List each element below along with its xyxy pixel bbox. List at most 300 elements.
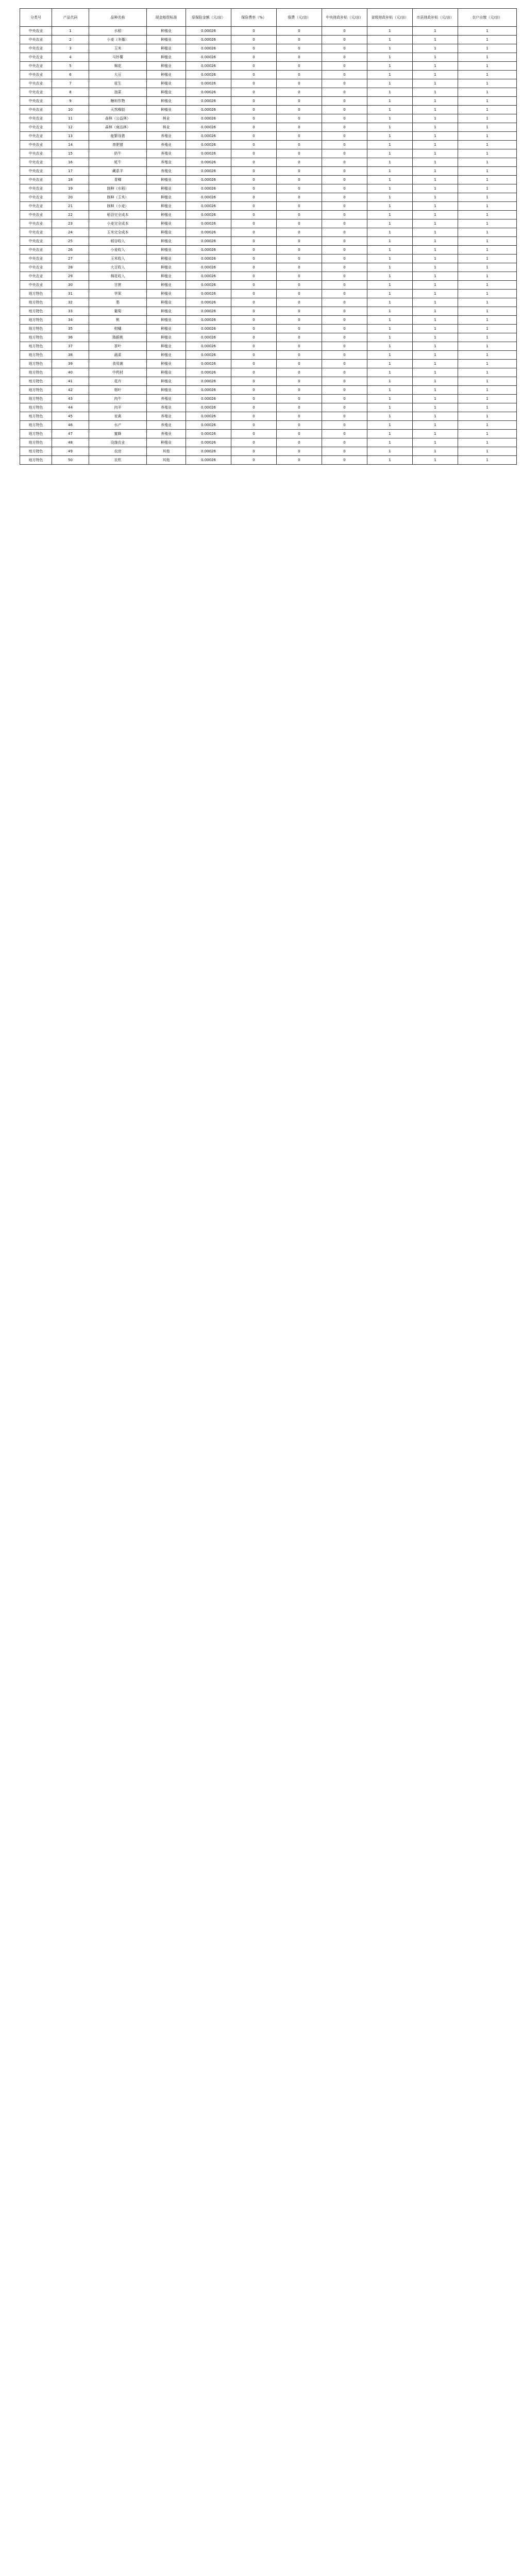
table-cell: 猕猴桃 [89,333,147,342]
table-cell: 种植业 [147,438,186,447]
table-cell: 1 [413,114,458,123]
table-cell: 22 [52,211,89,219]
table-cell: 0 [231,123,277,132]
table-cell: 0 [277,202,322,211]
table-cell: 0 [231,53,277,62]
table-cell: 1 [367,219,413,228]
table-cell: 0 [231,360,277,368]
table-cell: 中央农业 [20,114,52,123]
table-cell: 1 [458,430,517,438]
table-cell: 1 [413,149,458,158]
table-cell: 0 [322,255,367,263]
column-header: 原保险金额（元/亩） [186,9,231,27]
table-cell: 0 [277,290,322,298]
table-cell: 0 [277,386,322,395]
table-cell: 0 [277,395,322,403]
table-cell: 1 [458,351,517,360]
table-cell: 1 [458,219,517,228]
table-cell: 中央农业 [20,106,52,114]
table-cell: 地方特色 [20,403,52,412]
table-cell: 1 [367,412,413,421]
table-cell: 0 [231,281,277,290]
table-row [20,71,517,79]
table-cell: 0.00026 [186,421,231,430]
table-cell: 中央农业 [20,272,52,281]
table-cell: 0.00026 [186,123,231,132]
table-cell: 1 [458,158,517,167]
table-row [20,263,517,272]
table-cell: 1 [367,333,413,342]
table-cell: 0 [277,368,322,377]
table-cell: 18 [52,176,89,184]
table-cell: 14 [52,141,89,149]
table-cell: 0.00026 [186,281,231,290]
table-cell: 1 [367,176,413,184]
table-row [20,307,517,316]
table-cell: 0 [277,342,322,351]
table-cell: 0 [322,141,367,149]
table-cell: 种植业 [147,79,186,88]
table-cell: 0.00026 [186,202,231,211]
table-cell: 1 [413,211,458,219]
table-cell: 0 [322,106,367,114]
table-cell: 0.00026 [186,132,231,141]
table-cell: 0 [277,351,322,360]
table-cell: 糖料作物 [89,97,147,106]
table-cell: 1 [367,79,413,88]
table-cell: 0.00026 [186,412,231,421]
table-cell: 0 [322,158,367,167]
table-cell: 0.00026 [186,228,231,237]
table-cell: 1 [458,255,517,263]
table-cell: 1 [458,412,517,421]
table-cell: 1 [413,307,458,316]
table-cell: 1 [458,246,517,255]
table-cell: 种植业 [147,246,186,255]
table-cell: 0 [322,184,367,193]
table-cell: 1 [458,141,517,149]
table-row [20,97,517,106]
table-cell: 1 [413,281,458,290]
table-cell: 26 [52,246,89,255]
table-cell: 家禽 [89,412,147,421]
table-cell: 1 [458,44,517,53]
table-cell: 制种（小麦） [89,202,147,211]
table-cell: 9 [52,97,89,106]
table-row [20,316,517,325]
table-cell: 种植业 [147,228,186,237]
table-cell: 3 [52,44,89,53]
table-row [20,237,517,246]
table-cell: 地方特色 [20,430,52,438]
table-cell: 0 [322,403,367,412]
table-cell: 0 [322,228,367,237]
table-cell: 1 [458,281,517,290]
table-cell: 0 [277,167,322,176]
table-cell: 1 [413,360,458,368]
table-cell: 1 [367,211,413,219]
table-row [20,281,517,290]
table-cell: 1 [458,167,517,176]
table-row [20,403,517,412]
table-cell: 1 [413,246,458,255]
table-cell: 0 [322,298,367,307]
table-cell: 1 [367,246,413,255]
table-cell: 1 [458,325,517,333]
table-cell: 1 [367,255,413,263]
table-cell: 41 [52,377,89,386]
table-cell: 0 [231,44,277,53]
table-cell: 0 [322,211,367,219]
table-cell: 0.00026 [186,246,231,255]
table-cell: 28 [52,263,89,272]
table-cell: 11 [52,114,89,123]
insurance-table [20,8,517,465]
table-cell: 小麦（冬播） [89,36,147,44]
table-cell: 1 [413,62,458,71]
table-row [20,53,517,62]
table-cell: 0.00026 [186,351,231,360]
table-row [20,246,517,255]
table-cell: 0.00026 [186,53,231,62]
table-cell: 种植业 [147,368,186,377]
table-cell: 0 [231,149,277,158]
table-cell: 地方特色 [20,298,52,307]
table-cell: 0.00026 [186,333,231,342]
table-cell: 1 [367,456,413,465]
table-row [20,430,517,438]
table-cell: 0 [231,298,277,307]
table-cell: 中央农业 [20,132,52,141]
table-cell: 养殖业 [147,403,186,412]
table-cell: 27 [52,255,89,263]
table-cell: 1 [367,228,413,237]
table-cell: 44 [52,403,89,412]
table-cell: 1 [413,237,458,246]
table-cell: 桃 [89,316,147,325]
table-cell: 1 [413,79,458,88]
table-cell: 0 [277,412,322,421]
table-cell: 0 [322,412,367,421]
table-row [20,386,517,395]
table-cell: 中央农业 [20,246,52,255]
table-cell: 0 [277,298,322,307]
table-cell: 1 [413,106,458,114]
table-cell: 0 [231,438,277,447]
table-cell: 1 [367,149,413,158]
table-cell: 21 [52,202,89,211]
column-header: 保险费率（%） [231,9,277,27]
table-row [20,412,517,421]
table-cell: 0 [231,88,277,97]
table-cell: 0 [322,149,367,158]
table-cell: 0 [231,403,277,412]
table-cell: 1 [367,298,413,307]
column-header: 分类号 [20,9,52,27]
table-cell: 种植业 [147,307,186,316]
table-cell: 0 [322,333,367,342]
table-cell: 中央农业 [20,184,52,193]
table-row [20,351,517,360]
table-cell: 1 [413,438,458,447]
table-cell: 种植业 [147,53,186,62]
table-cell: 34 [52,316,89,325]
table-row [20,167,517,176]
table-cell: 0 [322,290,367,298]
table-cell: 0 [277,421,322,430]
table-cell: 0 [277,325,322,333]
table-cell: 1 [458,193,517,202]
table-cell: 0 [322,27,367,36]
table-cell: 0 [231,272,277,281]
table-cell: 种植业 [147,325,186,333]
table-row [20,272,517,281]
table-cell: 葡萄 [89,307,147,316]
table-cell: 0.00026 [186,298,231,307]
table-cell: 0 [231,36,277,44]
table-cell: 1 [458,202,517,211]
table-cell: 1 [413,395,458,403]
table-cell: 0 [231,456,277,465]
table-cell: 1 [367,123,413,132]
table-cell: 1 [413,255,458,263]
table-cell: 47 [52,430,89,438]
table-cell: 1 [413,71,458,79]
table-cell: 0.00026 [186,79,231,88]
table-cell: 0.00026 [186,325,231,333]
table-cell: 0 [231,412,277,421]
table-cell: 1 [367,114,413,123]
table-cell: 种植业 [147,36,186,44]
table-cell: 0 [322,53,367,62]
table-cell: 1 [367,27,413,36]
table-cell: 0 [231,237,277,246]
table-cell: 中央农业 [20,167,52,176]
table-cell: 种植业 [147,316,186,325]
table-cell: 1 [458,237,517,246]
table-cell: 0.00026 [186,255,231,263]
table-cell: 0 [277,97,322,106]
table-cell: 养殖业 [147,158,186,167]
table-cell: 0 [277,403,322,412]
table-cell: 稻谷收入 [89,237,147,246]
table-cell: 5 [52,62,89,71]
table-cell: 1 [458,438,517,447]
table-cell: 0 [322,114,367,123]
table-cell: 1 [413,456,458,465]
table-cell: 种植业 [147,27,186,36]
table-cell: 地方特色 [20,386,52,395]
table-cell: 中药材 [89,368,147,377]
table-cell: 8 [52,88,89,97]
table-cell: 1 [367,132,413,141]
table-cell: 0 [277,281,322,290]
table-cell: 1 [367,403,413,412]
table-cell: 0 [322,316,367,325]
table-cell: 19 [52,184,89,193]
table-cell: 1 [367,272,413,281]
table-cell: 1 [413,342,458,351]
table-cell: 1 [458,106,517,114]
table-cell: 稻谷完全成本 [89,211,147,219]
table-cell: 0 [322,79,367,88]
table-cell: 0 [231,351,277,360]
table-cell: 1 [413,290,458,298]
table-cell: 其他 [147,456,186,465]
table-cell: 1 [458,447,517,456]
table-cell: 1 [413,184,458,193]
table-cell: 地方特色 [20,456,52,465]
table-cell: 20 [52,193,89,202]
table-cell: 中央农业 [20,158,52,167]
table-cell: 1 [458,360,517,368]
table-cell: 1 [458,290,517,298]
table-cell: 1 [413,123,458,132]
table-cell: 油菜 [89,88,147,97]
table-cell: 1 [458,62,517,71]
table-cell: 0.00026 [186,368,231,377]
table-cell: 0.00026 [186,272,231,281]
table-cell: 0.00026 [186,71,231,79]
table-cell: 0 [322,421,367,430]
table-cell: 0.00026 [186,430,231,438]
table-cell: 中央农业 [20,228,52,237]
table-cell: 0 [322,386,367,395]
table-cell: 0.00026 [186,176,231,184]
table-cell: 1 [367,438,413,447]
table-cell: 0 [322,167,367,176]
table-cell: 0.00026 [186,44,231,53]
table-cell: 1 [413,403,458,412]
table-cell: 1 [367,71,413,79]
table-cell: 烟叶 [89,386,147,395]
table-cell: 1 [458,27,517,36]
table-cell: 0.00026 [186,316,231,325]
table-cell: 6 [52,71,89,79]
table-cell: 中央农业 [20,237,52,246]
table-cell: 0.00026 [186,193,231,202]
table-cell: 能繁母猪 [89,132,147,141]
table-cell: 林业 [147,114,186,123]
table-cell: 种植业 [147,290,186,298]
table-cell: 1 [367,237,413,246]
table-cell: 0 [231,97,277,106]
table-cell: 0 [277,44,322,53]
table-cell: 0 [322,281,367,290]
table-cell: 地方特色 [20,290,52,298]
table-cell: 1 [367,377,413,386]
table-cell: 0.00026 [186,211,231,219]
table-cell: 1 [413,141,458,149]
table-cell: 0.00026 [186,106,231,114]
table-cell: 养殖业 [147,149,186,158]
table-cell: 小麦收入 [89,246,147,255]
table-cell: 0.00026 [186,158,231,167]
table-cell: 31 [52,290,89,298]
table-cell: 1 [413,447,458,456]
table-cell: 其他 [147,447,186,456]
table-cell: 0 [322,71,367,79]
table-row [20,132,517,141]
table-cell: 1 [367,36,413,44]
table-cell: 0 [231,158,277,167]
table-cell: 0 [231,211,277,219]
table-cell: 1 [367,193,413,202]
table-cell: 0.00026 [186,27,231,36]
table-cell: 1 [458,149,517,158]
table-cell: 地方特色 [20,377,52,386]
table-cell: 1 [367,184,413,193]
table-row [20,158,517,167]
table-cell: 玉米完全成本 [89,228,147,237]
table-cell: 0 [277,106,322,114]
table-cell: 17 [52,167,89,176]
table-row [20,219,517,228]
table-cell: 0 [277,176,322,184]
table-cell: 1 [413,325,458,333]
table-cell: 0 [231,316,277,325]
table-cell: 7 [52,79,89,88]
table-cell: 1 [413,228,458,237]
table-cell: 种植业 [147,211,186,219]
table-cell: 中央农业 [20,255,52,263]
table-cell: 1 [413,219,458,228]
table-cell: 0 [322,325,367,333]
table-cell: 养殖业 [147,395,186,403]
table-cell: 0 [277,246,322,255]
table-cell: 0 [231,246,277,255]
table-cell: 0 [231,430,277,438]
table-row [20,79,517,88]
table-cell: 中央农业 [20,79,52,88]
table-cell: 种植业 [147,255,186,263]
table-cell: 0 [322,430,367,438]
table-cell: 0 [322,307,367,316]
table-cell: 种植业 [147,333,186,342]
table-cell: 中央农业 [20,176,52,184]
table-cell: 1 [367,202,413,211]
table-cell: 0 [322,62,367,71]
table-cell: 0 [277,141,322,149]
table-cell: 0 [277,307,322,316]
table-row [20,438,517,447]
table-cell: 1 [458,377,517,386]
table-cell: 1 [367,281,413,290]
table-cell: 0 [277,149,322,158]
table-cell: 1 [458,316,517,325]
table-cell: 1 [413,263,458,272]
table-cell: 1 [458,71,517,79]
table-cell: 0 [277,132,322,141]
table-cell: 0 [231,421,277,430]
table-cell: 种植业 [147,71,186,79]
table-row [20,298,517,307]
table-cell: 马铃薯 [89,53,147,62]
table-cell: 天然橡胶 [89,106,147,114]
table-cell: 棉花 [89,62,147,71]
table-cell: 0 [277,27,322,36]
table-cell: 0 [277,219,322,228]
table-cell: 0 [277,456,322,465]
table-cell: 0 [231,333,277,342]
table-cell: 1 [367,97,413,106]
table-cell: 0 [277,88,322,97]
table-cell: 0.00026 [186,149,231,158]
table-cell: 1 [367,307,413,316]
table-cell: 0 [231,325,277,333]
table-cell: 33 [52,307,89,316]
table-cell: 甘蔗 [89,281,147,290]
